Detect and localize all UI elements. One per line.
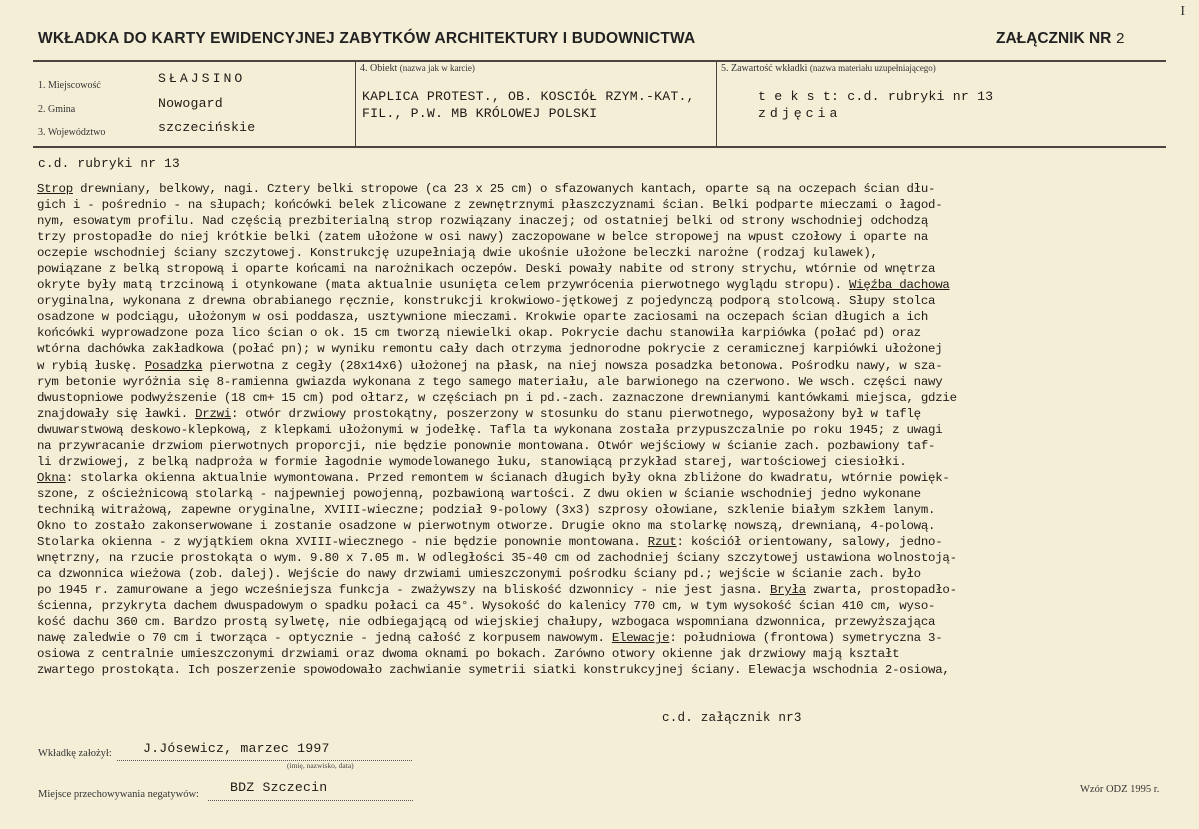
body-line: [37, 261, 1197, 277]
body-line: [37, 358, 1197, 374]
body-line: [37, 598, 1197, 614]
body-line: [37, 534, 1197, 550]
locality-value: SŁAJSINO: [158, 71, 246, 86]
body-text-run: Stolarka okienna - z wyjątkiem okna XVIII-wiecznego - nie będzie ponownie montowana.: [37, 535, 648, 550]
contents-line-1: t e k s t: c.d. rubryki nr 13: [758, 89, 994, 104]
body-text-run: kość dachu 360 cm. Bardzo prostą sylwetę, nie odbiegającą od wiejskiej chałupy, wzbogaca wspomniana dzwonnica, przewyższająca: [37, 615, 936, 630]
body-line: [37, 277, 1197, 293]
body-text-run: znajdowały się ławki.: [37, 406, 196, 421]
body-text-run: zwarta, prostopadło-: [805, 583, 957, 598]
body-text-run: nym, esowatym profilu. Nad częścią prezbiterialną strop rozwiązany inaczej; od ostatniej belki od strony wschodniej odchodzą: [37, 214, 929, 229]
body-text-run: osiowa z centralnie umieszczonymi drzwiami oraz dwoma oknami po bokach. Zarówno otwory okienne jak drzwiowy mają kształt: [37, 647, 900, 662]
body-line: [37, 390, 1197, 406]
object-line-2: FIL., P.W. MB KRÓLOWEJ POLSKI: [362, 106, 598, 121]
body-line: [37, 325, 1197, 341]
section-keyword: Rzut: [647, 535, 677, 550]
body-line: [37, 197, 1197, 213]
section-keyword: Elewacje: [611, 631, 670, 646]
body-text-run: ścienna, przykryta dachem dwuspadowym o spadku połaci ca 45°. Wysokość do kalenicy 770 cm, w tym wysokość ścian 410 cm, wyso-: [37, 599, 936, 614]
body-line: [37, 406, 1197, 422]
body-text-run: dwuwarstwową deskowo-klepkową, z klepkami ułożonymi w jodełkę. Tafla ta wykonana została przypuszczalnie po roku 1945; z uwagi: [37, 422, 943, 437]
header-box-bottom-border: [33, 146, 1166, 148]
body-text-run: gich i - pośrednio - na słupach; końcówki belek zlicowane z zewnętrznymi płaszczyznami ścian. Belki podparte mieczami o łagod-: [37, 198, 943, 213]
storage-label: Miejsce przechowywania negatywów:: [38, 789, 199, 800]
body-text-run: drewniany, belkowy, nagi. Cztery belki stropowe (ca 23 x 25 cm) o sfazowanych kantach, oparte są na oczepach ścian dłu-: [72, 182, 936, 196]
body-text-run: ca dzwonnica wieżowa (zob. dalej). Wejście do nawy drzwiami umieszczonymi pośrodku ściany pd.; wejście w ścianie zach. było: [37, 567, 921, 582]
section-keyword: Więźba dachowa: [848, 278, 950, 293]
body-line: [37, 213, 1197, 229]
body-line: [37, 630, 1197, 646]
author-dotted-line: [117, 760, 412, 761]
annex-number: 2: [1115, 31, 1125, 48]
continuation-note: c.d. załącznik nr3: [662, 711, 802, 725]
body-line: [37, 293, 1197, 309]
commune-value: Nowogard: [158, 96, 223, 111]
contents-label-note: (nazwa materiału uzupełniającego): [809, 63, 936, 73]
body-text-run: zwartego prostokąta. Ich poszerzenie spowodowało zachwianie symetrii siatki konstrukcyjnej ściany. Elewacja wschodnia 2-osiowa,: [37, 663, 950, 678]
body-line: [37, 245, 1197, 261]
body-text-run: wnętrzny, na rzucie prostokąta o wym. 9.80 x 7.05 m. W odległości 35-40 cm od zachodniej ściany szczytowej ustawiona wolnostoją-: [37, 551, 957, 566]
storage-value: BDZ Szczecin: [230, 780, 328, 795]
object-label-note: (nazwa jak w karcie): [399, 63, 475, 73]
body-line: [37, 229, 1197, 245]
body-line: [37, 470, 1197, 486]
section-keyword: Posadzka: [144, 358, 203, 373]
body-text-run: powiązane z belką stropową i oparte końcami na narożnikach oczepów. Deski powały nabite od strony strychu, wtórnie od wnętrza: [37, 262, 936, 277]
body-text-run: szone, z ościeżnicową stolarką - najpewniej powojenną, pozbawioną wartości. Z dwu okien w ścianie wschodniej jedno wykonane: [37, 486, 921, 501]
section-keyword: Drzwi: [195, 406, 232, 421]
body-text-run: okryte były matą trzcinową i otynkowane (mata aktualnie usunięta celem przywrócenia pierwotnego wyglądu stropu).: [37, 278, 849, 293]
body-text-run: osadzone w podciągu, ułożonym w osi poddasza, usztywnione mieczami. Krokwie oparte zaciosami na oczepach ścian długich a ich: [37, 310, 929, 325]
corner-mark: I: [1180, 4, 1185, 19]
section-keyword: Bryła: [769, 583, 806, 598]
form-model: Wzór ODZ 1995 r.: [1080, 784, 1160, 795]
body-line: [37, 518, 1197, 534]
body-text-run: : stolarka okienna aktualnie wymontowana. Przed remontem w ścianach długich były okna zbliżone do kwadratu, wtórnie powięk-: [65, 470, 950, 485]
body-text-run: li drzwiowej, z belką nadproża w formie łagodnie wymodelowanego łuku, stanowiącą przykład starej, wartościowej ciesiołki.: [37, 454, 907, 469]
body-line: [37, 454, 1197, 470]
author-value: J.Jósewicz, marzec 1997: [143, 741, 330, 756]
top-border: [33, 60, 1166, 62]
contents-line-2: zdjęcia: [758, 106, 842, 121]
section-keyword: Strop: [37, 182, 73, 196]
contents-label-text: 5. Zawartość wkładki: [721, 63, 808, 74]
body-line: [37, 438, 1197, 454]
contents-label: [721, 63, 936, 74]
annex-heading: [996, 30, 1125, 48]
body-line: [37, 422, 1197, 438]
body-text-run: na przywracanie drzwiom pierwotnych proporcji, nie będzie ponownie montowana. Otwór wejściowy w ścianie zach. pozbawiony taf-: [37, 438, 936, 453]
commune-label: 2. Gmina: [38, 104, 76, 115]
section-heading: c.d. rubryki nr 13: [38, 156, 180, 171]
body-line: [37, 341, 1197, 357]
body-text-run: : kościół orientowany, salowy, jedno-: [676, 535, 943, 550]
body-text-run: końcówki wyprowadzone poza lico ścian o ok. 15 cm tworzą niewielki okap. Pokrycie dachu stanowiła karpiówka (połać pd) oraz: [37, 326, 921, 341]
voivodeship-value: szczecińskie: [158, 120, 256, 135]
body-line: [37, 646, 1197, 662]
author-caption: (imię, nazwisko, data): [287, 761, 354, 770]
body-text-run: oryginalna, wykonana z drewna obrabianego ręcznie, konstrukcji krokwiowo-jętkowej z pojedynczą podporą stolcową. Słupy stolca: [37, 294, 936, 309]
body-text-run: techniką witrażową, zapewne oryginalne, XVIII-wieczne; podział 9-polowy (3x3) szprosy ołowiane, szklenie białym szkłem lanym.: [37, 502, 936, 517]
body-text-run: wtórna dachówka zakładkowa (połać pn); w wyniku remontu cały dach otrzyma jednorodne pokrycie z ceramicznej karpiówki ułożonej: [37, 342, 943, 357]
storage-dotted-line: [208, 800, 413, 801]
body-line: [37, 502, 1197, 518]
body-text-run: dwustopniowe podwyższenie (18 cm+ 15 cm) pod ołtarz, w częściach pn i pd.-zach. zaznaczone drewnianymi kantówkami miejsca, gdzie: [37, 390, 957, 405]
body-line: [37, 374, 1197, 390]
body-text-run: w rybią łuskę.: [37, 358, 145, 373]
body-text: [37, 181, 1197, 678]
form-title: WKŁADKA DO KARTY EWIDENCYJNEJ ZABYTKÓW ARCHITEKTURY I BUDOWNICTWA: [38, 30, 696, 47]
body-line: [37, 309, 1197, 325]
column-divider-1: [355, 60, 356, 147]
body-line: [37, 550, 1197, 566]
body-text-run: nawę zaledwie o 70 cm i tworząca - optycznie - jedną całość z korpusem nawowym.: [37, 631, 612, 646]
body-line: [37, 582, 1197, 598]
object-line-1: KAPLICA PROTEST., OB. KOSCIÓŁ RZYM.-KAT.,: [362, 89, 695, 104]
body-line: [37, 486, 1197, 502]
body-line: [37, 181, 1197, 197]
body-text-run: : południowa (frontowa) symetryczna 3-: [669, 631, 943, 646]
body-text-run: trzy prostopadłe do niej krótkie belki (zatem ułożone w osi nawy) zaczopowane w belce stropowej na wpust czołowy i oparte na: [37, 230, 929, 245]
body-text-run: rym betonie wyróżnia się 8-ramienna gwiazda wykonana z tego samego materiału, ale barwionego na czerwono. We wsch. części nawy: [37, 374, 943, 389]
object-label-text: 4. Obiekt: [360, 63, 398, 74]
locality-label: 1. Miejscowość: [38, 80, 101, 91]
body-text-run: po 1945 r. zamurowane a jego wcześniejsza funkcja - zważywszy na bliskość dzwonnicy - nie jest jasna.: [37, 583, 770, 598]
column-divider-2: [716, 60, 717, 147]
body-line: [37, 662, 1197, 678]
body-line: [37, 566, 1197, 582]
author-label: Wkładkę założył:: [38, 748, 112, 759]
object-label: [360, 63, 475, 74]
body-text-run: : otwór drzwiowy prostokątny, poszerzony w stosunku do stanu pierwotnego, wyposażony był w taflę: [231, 406, 921, 421]
section-keyword: Okna: [37, 470, 66, 485]
body-line: [37, 614, 1197, 630]
body-text-run: oczepie wschodniej ściany szczytowej. Konstrukcję uzupełniają dwie ukośnie ułożone beleczki narożne (rodzaj kulawek),: [37, 246, 878, 261]
voivodeship-label: 3. Województwo: [38, 127, 106, 138]
body-text-run: Okno to zostało zakonserwowane i zostanie osadzone w pierwotnym otworze. Drugie okno ma stolarkę nowszą, drewnianą, 4-polową.: [37, 518, 936, 533]
annex-label: ZAŁĄCZNIK NR: [996, 30, 1112, 47]
body-text-run: pierwotna z cegły (28x14x6) ułożonej na płask, na niej nowsza posadzka betonowa. Pośrodku nawy, w sza-: [202, 358, 943, 373]
